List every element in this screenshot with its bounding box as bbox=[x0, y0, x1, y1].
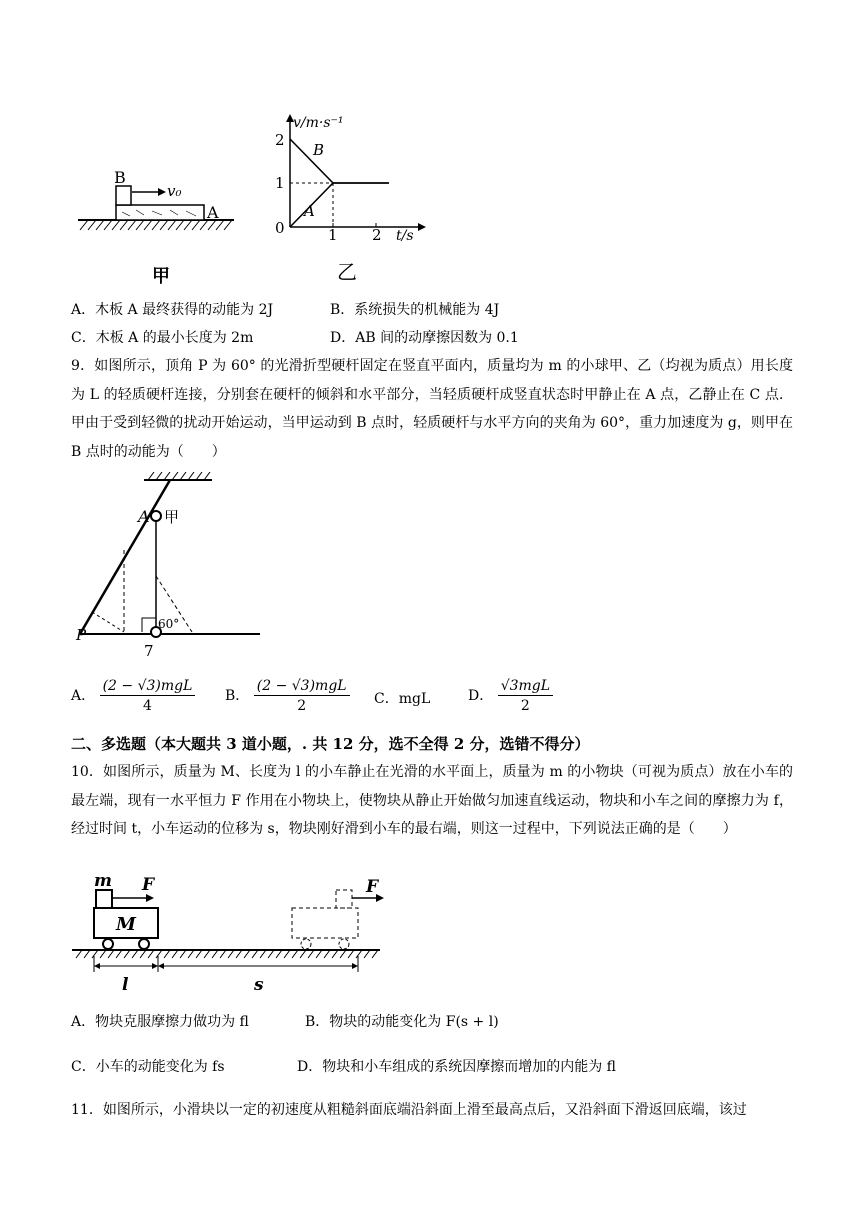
q9-option-c[interactable]: C．mgL bbox=[374, 691, 431, 707]
q10-fig-M: M bbox=[116, 914, 136, 935]
q9-option-d-fraction bbox=[498, 678, 553, 714]
q9-option-a-fraction bbox=[100, 678, 196, 714]
q10-option-d[interactable]: D．物块和小车组成的系统因摩擦而增加的内能为 fl bbox=[297, 1059, 617, 1075]
board-a bbox=[116, 205, 204, 220]
q10-option-b[interactable]: B．物块的动能变化为 F(s + l) bbox=[305, 1014, 499, 1030]
q9-figure bbox=[72, 472, 272, 662]
fig8-yi-chart bbox=[268, 112, 428, 242]
q9-fig-p: P bbox=[76, 626, 87, 644]
q9-fig-jia: 甲 bbox=[164, 508, 180, 526]
q9-option-b-fraction bbox=[254, 678, 350, 714]
fig8-jia-diagram bbox=[70, 168, 240, 240]
q10-option-a[interactable]: A．物块克服摩擦力做功为 fl bbox=[71, 1014, 249, 1030]
block-m bbox=[96, 890, 112, 908]
q9-option-d-den: 2 bbox=[520, 698, 530, 714]
series-a-label: A bbox=[304, 202, 315, 220]
q9-option-d[interactable] bbox=[468, 678, 553, 714]
q9-question-text: 9．如图所示，顶角 P 为 60° 的光滑折型硬杆固定在竖直平面内，质量均为 m 的小球甲、乙（均视为质点）用长度为 L 的轻质硬杆连接，分别套在硬杆的倾斜和水平部分，当轻质硬杆成竖直状态时甲静止在 A 点，乙静止在 C 点．甲由于受到轻微的扰动开始运动，当甲运动到 B 点时，轻质硬杆与水平方向的夹角为 60°，重力加速度为 g，则甲在 B 点时的动能为（ ） bbox=[71, 358, 793, 460]
q8-option-d[interactable]: D．AB 间的动摩擦因数为 0.1 bbox=[330, 330, 519, 346]
fig8-yi-caption: 乙 bbox=[337, 260, 357, 284]
q10-option-c[interactable]: C．小车的动能变化为 fs bbox=[71, 1059, 225, 1075]
q9-option-d-label: D． bbox=[468, 688, 494, 704]
x-axis-arrow bbox=[418, 223, 426, 231]
fig8-v0-label: v₀ bbox=[167, 182, 182, 200]
series-b-label: B bbox=[313, 141, 325, 159]
q8-option-b[interactable]: B．系统损失的机械能为 4J bbox=[330, 302, 500, 318]
q10-fig-m: m bbox=[94, 871, 112, 891]
tick-x-1: 1 bbox=[328, 226, 338, 242]
tick-y-1: 1 bbox=[275, 174, 285, 192]
section2-heading: 二、多选题（本大题共 3 道小题，. 共 12 分，选不全得 2 分，选错不得分） bbox=[71, 735, 590, 753]
q8-option-c[interactable]: C．木板 A 的最小长度为 2m bbox=[71, 330, 254, 346]
tick-y-2: 2 bbox=[275, 131, 285, 149]
q9-option-a-den: 4 bbox=[143, 698, 152, 714]
q9-option-d-num: √3mgL bbox=[498, 678, 553, 696]
fig8-jia-caption: 甲 bbox=[152, 266, 170, 287]
q8-option-a[interactable]: A．木板 A 最终获得的动能为 2J bbox=[71, 302, 274, 318]
fig8-a-label: A bbox=[207, 203, 219, 222]
tick-x-2: 2 bbox=[372, 226, 382, 242]
q10-fig-f1: F bbox=[142, 875, 155, 895]
q9-option-b[interactable] bbox=[225, 678, 350, 714]
q9-option-b-den: 2 bbox=[297, 698, 307, 714]
q9-option-a-label: A． bbox=[71, 688, 96, 704]
fig8-b-label: B bbox=[114, 168, 126, 187]
q11-question-text: 11．如图所示，小滑块以一定的初速度从粗糙斜面底端沿斜面上滑至最高点后，又沿斜面下滑返回底端，该过 bbox=[71, 1102, 747, 1118]
q10-fig-l: l bbox=[122, 975, 129, 995]
q9-option-a[interactable] bbox=[71, 678, 195, 714]
ball-jia bbox=[151, 511, 161, 521]
q10-fig-s: s bbox=[254, 975, 264, 995]
q9-fig-c: 7 bbox=[144, 642, 154, 660]
tick-origin: 0 bbox=[275, 219, 285, 237]
q9-option-b-label: B． bbox=[225, 688, 250, 704]
q9-fig-a: A bbox=[138, 507, 150, 526]
q10-figure bbox=[70, 868, 386, 996]
q9-option-a-num: (2 − √3)mgL bbox=[100, 678, 196, 696]
q9-fig-angle: 60° bbox=[158, 617, 180, 631]
q10-fig-f2: F bbox=[366, 877, 379, 897]
axis-t-label: t/s bbox=[396, 228, 414, 242]
series-line-b bbox=[290, 139, 389, 183]
q9-option-b-num: (2 − √3)mgL bbox=[254, 678, 350, 696]
q10-question-text: 10．如图所示，质量为 M、长度为 l 的小车静止在光滑的水平面上，质量为 m 的小物块（可视为质点）放在小车的最左端，现有一水平恒力 F 作用在小物块上，使物块从静止开始做匀加速直线运动，物块和小车之间的摩擦力为 f，经过时间 t，小车运动的位移为 s，物块刚好滑到小车的最右端，则这一过程中，下列说法正确的是（ ） bbox=[71, 764, 793, 837]
block-b bbox=[116, 186, 131, 205]
axis-v-label: v/m·s⁻¹ bbox=[293, 115, 344, 131]
